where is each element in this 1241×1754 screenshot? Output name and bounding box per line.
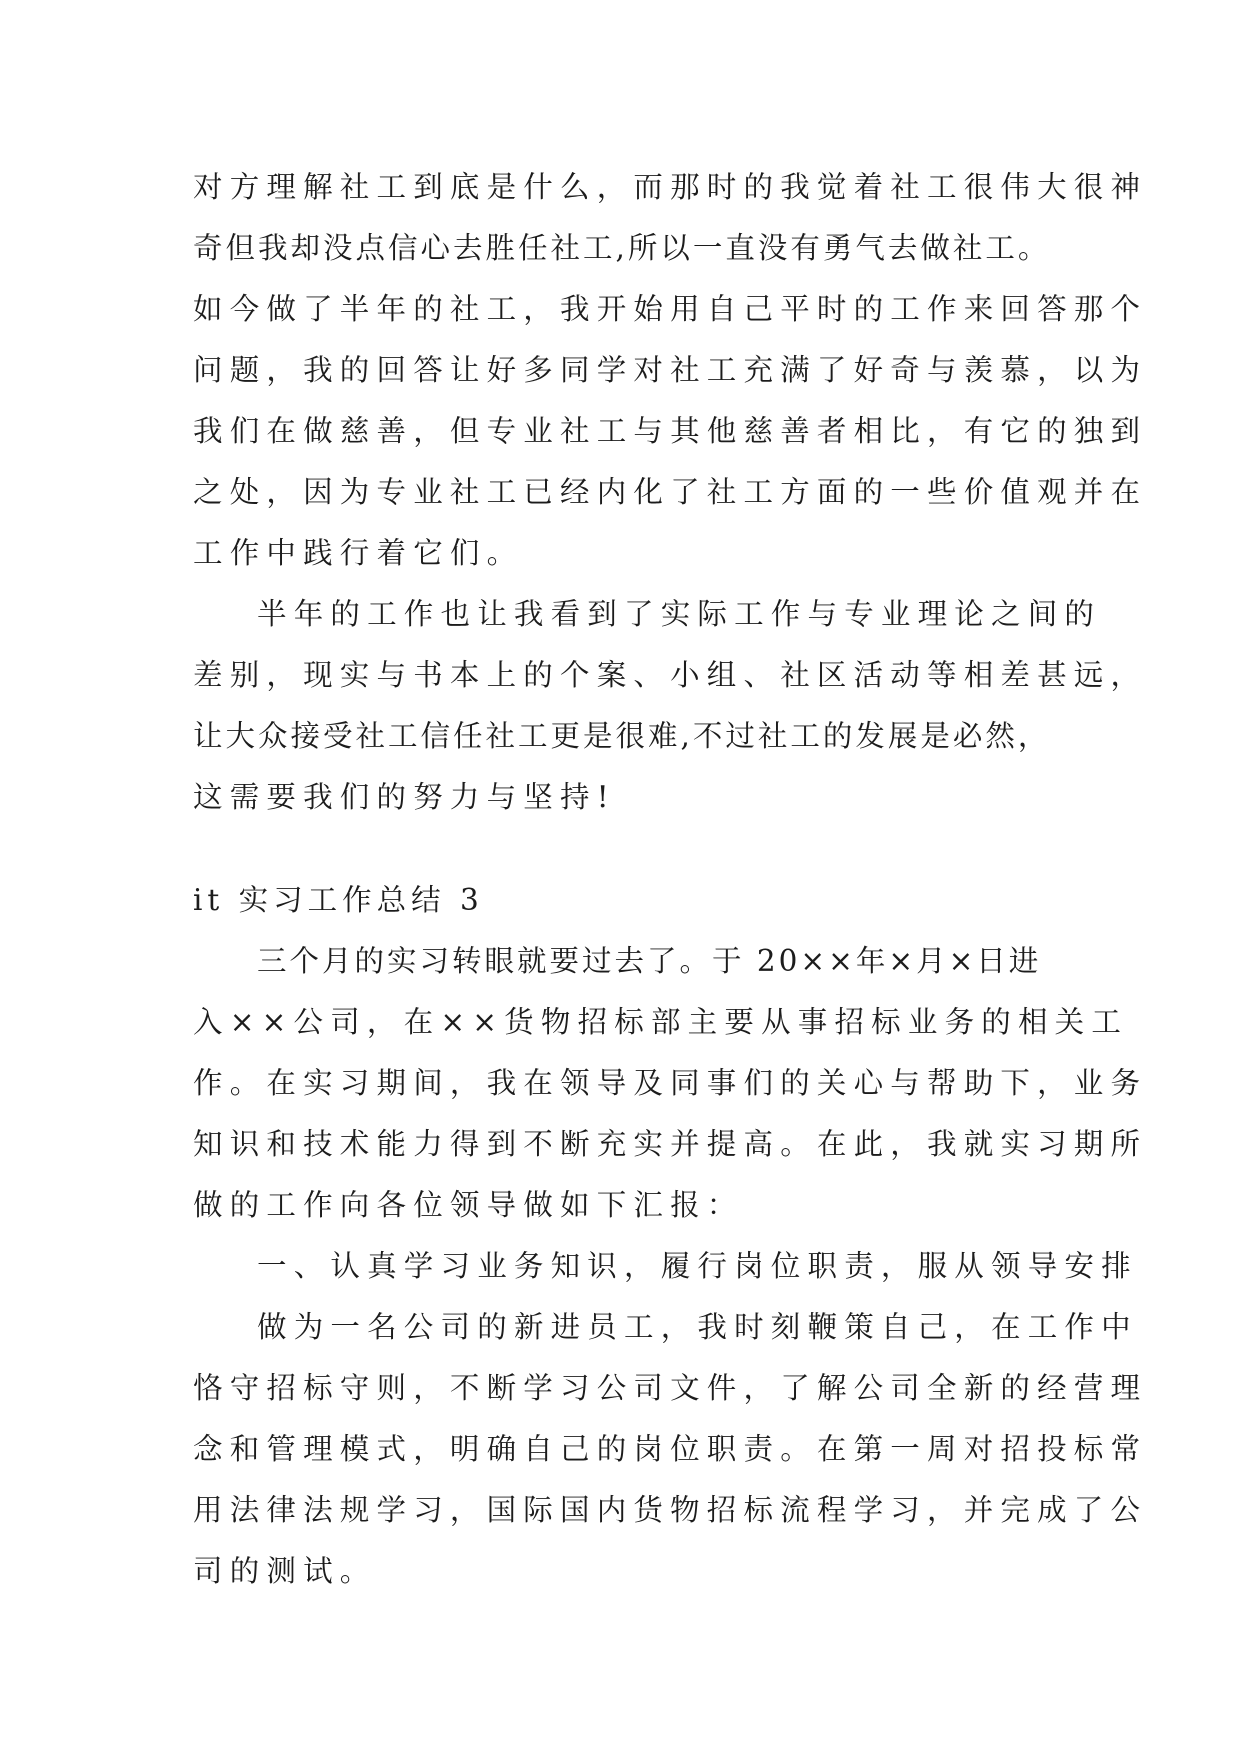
paragraph-line: 问题，我的回答让好多同学对社工充满了好奇与羡慕，以为 xyxy=(193,353,1148,387)
paragraph-line: 工作中践行着它们。 xyxy=(193,536,524,570)
paragraph-line: 让大众接受社工信任社工更是很难,不过社工的发展是必然， xyxy=(193,719,1051,753)
paragraph-line: 做的工作向各位领导做如下汇报： xyxy=(193,1188,744,1222)
paragraph-line: 如今做了半年的社工，我开始用自己平时的工作来回答那个 xyxy=(193,292,1148,326)
paragraph-line: 用法律法规学习，国际国内货物招标流程学习，并完成了公 xyxy=(193,1493,1148,1527)
paragraph-line: 入××公司，在××货物招标部主要从事招标业务的相关工 xyxy=(193,1005,1129,1039)
paragraph-line: 奇但我却没点信心去胜任社工,所以一直没有勇气去做社工。 xyxy=(193,231,1051,265)
paragraph-line: 之处，因为专业社工已经内化了社工方面的一些价值观并在 xyxy=(193,475,1148,509)
subheading: 一、认真学习业务知识，履行岗位职责，服从领导安排 xyxy=(257,1249,1138,1283)
paragraph-line: 我们在做慈善，但专业社工与其他慈善者相比，有它的独到 xyxy=(193,414,1148,448)
paragraph-line: 恪守招标守则，不断学习公司文件，了解公司全新的经营理 xyxy=(193,1371,1148,1405)
paragraph-line: 司的测试。 xyxy=(193,1554,377,1588)
paragraph-line: 作。在实习期间，我在领导及同事们的关心与帮助下，业务 xyxy=(193,1066,1148,1100)
paragraph-line: 念和管理模式，明确自己的岗位职责。在第一周对招投标常 xyxy=(193,1432,1148,1466)
paragraph-line: 知识和技术能力得到不断充实并提高。在此，我就实习期所 xyxy=(193,1127,1148,1161)
paragraph-line: 对方理解社工到底是什么，而那时的我觉着社工很伟大很神 xyxy=(193,170,1148,204)
paragraph-line: 做为一名公司的新进员工，我时刻鞭策自己，在工作中 xyxy=(257,1310,1138,1344)
paragraph-line: 差别，现实与书本上的个案、小组、社区活动等相差甚远， xyxy=(193,658,1148,692)
paragraph-line: 半年的工作也让我看到了实际工作与专业理论之间的 xyxy=(257,597,1102,631)
section-heading: it 实习工作总结 3 xyxy=(193,883,484,917)
paragraph-line: 这需要我们的努力与坚持! xyxy=(193,780,616,814)
paragraph-line: 三个月的实习转眼就要过去了。于 20××年×月×日进 xyxy=(257,944,1042,978)
